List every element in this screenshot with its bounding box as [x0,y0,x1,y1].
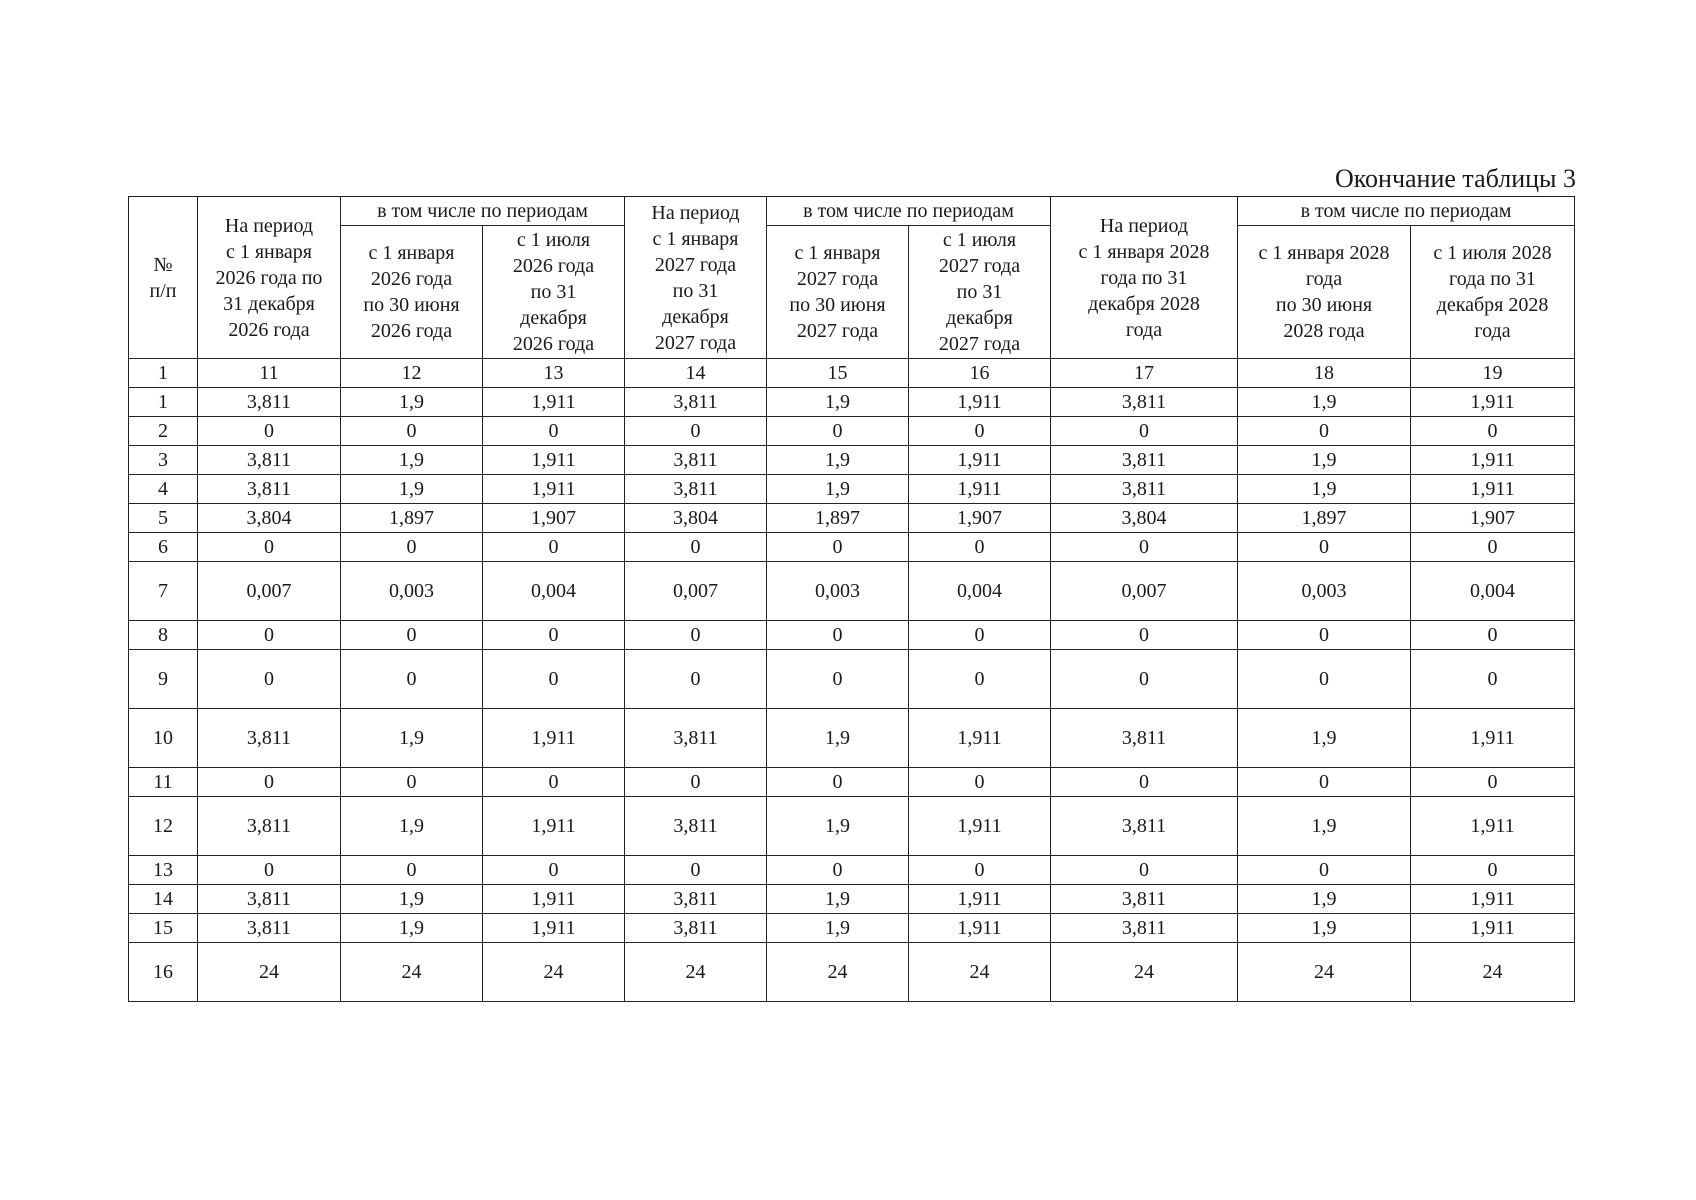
column-number: 19 [1411,359,1575,388]
table-cell: 24 [1051,943,1238,1002]
column-number: 16 [909,359,1051,388]
table-cell: 1,911 [483,475,625,504]
table-cell: 3,811 [625,388,767,417]
table-cell: 0 [483,650,625,709]
header-h1-2028: с 1 января 2028 года по 30 июня 2028 года [1238,226,1411,359]
table-cell: 1,9 [1238,388,1411,417]
table-cell: 1,911 [909,475,1051,504]
table-cell: 1,897 [767,504,909,533]
table-cell: 3,811 [198,475,341,504]
table-cell: 1,9 [341,914,483,943]
table-body [129,388,1575,1002]
table-cell: 0 [1051,768,1238,797]
row-number-cell: 5 [129,504,198,533]
table-cell: 3,811 [198,388,341,417]
table-cell: 1,911 [1411,388,1575,417]
table-cell: 0 [1051,417,1238,446]
column-number: 13 [483,359,625,388]
table-row [129,797,1575,856]
table-row [129,885,1575,914]
table-cell: 3,811 [198,446,341,475]
table-cell: 1,9 [341,885,483,914]
header-group-2026: в том числе по периодам [341,197,625,226]
header-h2-2027: с 1 июля 2027 года по 31 декабря 2027 года [909,226,1051,359]
table-cell: 1,897 [341,504,483,533]
table-cell: 0 [198,768,341,797]
row-number-cell: 1 [129,388,198,417]
table-cell: 1,911 [909,797,1051,856]
row-number-cell: 7 [129,562,198,621]
table-cell: 1,9 [767,914,909,943]
table-cell: 3,811 [198,709,341,768]
table-row [129,650,1575,709]
row-number-cell: 2 [129,417,198,446]
table-row [129,388,1575,417]
table-cell: 0 [483,533,625,562]
table-cell: 3,804 [625,504,767,533]
column-number: 17 [1051,359,1238,388]
table-row [129,504,1575,533]
header-group-2028: в том числе по периодам [1238,197,1575,226]
table-cell: 0 [341,650,483,709]
table-cell: 1,9 [341,797,483,856]
table-cell: 0 [1051,856,1238,885]
table-cell: 0 [625,533,767,562]
header-period-2027: На период с 1 января 2027 года по 31 декабря 2027 года [625,197,767,359]
row-number-cell: 6 [129,533,198,562]
table-cell: 0 [767,856,909,885]
table-cell: 1,9 [767,709,909,768]
table-cell: 0 [909,621,1051,650]
row-number-cell: 14 [129,885,198,914]
table-cell: 1,911 [909,388,1051,417]
table-cell: 0 [909,650,1051,709]
table-row [129,914,1575,943]
table-cell: 3,811 [1051,446,1238,475]
table-cell: 0,003 [1238,562,1411,621]
table-cell: 3,811 [1051,475,1238,504]
table-cell: 0 [198,417,341,446]
table-cell: 0 [341,856,483,885]
table-cell: 0 [1411,768,1575,797]
table-cell: 1,911 [483,885,625,914]
table-row [129,709,1575,768]
table-cell: 0 [767,768,909,797]
table-cell: 1,911 [1411,914,1575,943]
table-row [129,417,1575,446]
table-cell: 0,007 [1051,562,1238,621]
table-cell: 0 [909,417,1051,446]
table-cell: 3,811 [625,475,767,504]
column-number: 18 [1238,359,1411,388]
row-number-cell: 4 [129,475,198,504]
table-cell: 1,911 [483,388,625,417]
header-period-2026: На период с 1 января 2026 года по 31 декабря 2026 года [198,197,341,359]
table-cell: 1,911 [909,885,1051,914]
table-cell: 1,911 [483,914,625,943]
row-number-cell: 12 [129,797,198,856]
table-cell: 1,911 [1411,885,1575,914]
table-cell: 1,9 [767,885,909,914]
table-cell: 0 [198,533,341,562]
header-period-2028: На период с 1 января 2028 года по 31 декабря 2028 года [1051,197,1238,359]
table-cell: 0 [1051,533,1238,562]
table-cell: 0 [1238,768,1411,797]
table-cell: 24 [341,943,483,1002]
table-cell: 0,003 [341,562,483,621]
table-cell: 0 [1238,650,1411,709]
table-cell: 1,9 [341,446,483,475]
header-h1-2027: с 1 января 2027 года по 30 июня 2027 года [767,226,909,359]
table-cell: 0 [1411,533,1575,562]
table-cell: 1,9 [341,475,483,504]
table-cell: 1,911 [483,797,625,856]
table-cell: 0,004 [909,562,1051,621]
column-number: 12 [341,359,483,388]
table-cell: 1,911 [483,709,625,768]
row-number-cell: 13 [129,856,198,885]
table-cell: 0 [341,533,483,562]
table-row [129,446,1575,475]
table-cell: 3,811 [198,914,341,943]
table-cell: 1,9 [1238,475,1411,504]
table-cell: 1,911 [909,914,1051,943]
table-cell: 0 [767,533,909,562]
table-cell: 0,007 [625,562,767,621]
table-cell: 0 [1051,650,1238,709]
table-cell: 1,911 [1411,709,1575,768]
table-cell: 0 [1411,650,1575,709]
row-number-cell: 10 [129,709,198,768]
table-caption: Окончание таблицы 3 [1334,164,1576,193]
table-cell: 0 [625,621,767,650]
table-row [129,621,1575,650]
table-header [129,197,1575,388]
table-cell: 1,9 [767,797,909,856]
table-cell: 1,911 [909,446,1051,475]
table-row [129,533,1575,562]
table-cell: 3,811 [198,797,341,856]
table-cell: 0 [483,417,625,446]
table-cell: 1,911 [1411,797,1575,856]
table-cell: 0 [483,856,625,885]
table-cell: 3,804 [198,504,341,533]
table-cell: 1,9 [341,709,483,768]
table-cell: 0 [483,768,625,797]
table-cell: 3,804 [1051,504,1238,533]
table-cell: 0 [341,621,483,650]
table-cell: 0 [1238,533,1411,562]
table-cell: 1,907 [909,504,1051,533]
column-number: 15 [767,359,909,388]
table-cell: 3,811 [625,797,767,856]
table-cell: 1,911 [1411,446,1575,475]
table-cell: 0 [909,533,1051,562]
table-cell: 1,9 [767,475,909,504]
table-cell: 0 [1411,417,1575,446]
table-cell: 1,9 [767,446,909,475]
header-h2-2026: с 1 июля 2026 года по 31 декабря 2026 года [483,226,625,359]
table-cell: 0 [909,856,1051,885]
table-cell: 3,811 [1051,885,1238,914]
table-cell: 1,911 [483,446,625,475]
header-num: № п/п [129,197,198,359]
table-cell: 3,811 [625,709,767,768]
table-cell: 3,811 [625,885,767,914]
table-cell: 1,9 [1238,914,1411,943]
table-cell: 0 [767,621,909,650]
table-cell: 24 [198,943,341,1002]
table-cell: 0 [767,650,909,709]
table-cell: 0 [909,768,1051,797]
table-cell: 0 [1411,856,1575,885]
table-cell: 24 [1411,943,1575,1002]
row-number-cell: 8 [129,621,198,650]
table-cell: 1,907 [483,504,625,533]
table-cell: 24 [483,943,625,1002]
table-row [129,768,1575,797]
table-cell: 3,811 [625,914,767,943]
table-cell: 3,811 [1051,797,1238,856]
table-cell: 0 [198,856,341,885]
table-cell: 0 [625,650,767,709]
table-cell: 0 [341,417,483,446]
table-cell: 0,004 [483,562,625,621]
data-table [128,196,1575,1002]
table-cell: 1,911 [1411,475,1575,504]
table-cell: 3,811 [1051,914,1238,943]
row-number-cell: 11 [129,768,198,797]
column-number: 14 [625,359,767,388]
table-cell: 0 [1238,856,1411,885]
table-cell: 24 [625,943,767,1002]
table-cell: 3,811 [198,885,341,914]
table-cell: 3,811 [625,446,767,475]
column-number-row [129,359,1575,388]
table-cell: 1,911 [909,709,1051,768]
header-h2-2028: с 1 июля 2028 года по 31 декабря 2028 года [1411,226,1575,359]
table-row [129,856,1575,885]
header-h1-2026: с 1 января 2026 года по 30 июня 2026 года [341,226,483,359]
header-group-2027: в том числе по периодам [767,197,1051,226]
table-cell: 1,897 [1238,504,1411,533]
row-number-cell: 16 [129,943,198,1002]
table-cell: 1,9 [1238,797,1411,856]
table-cell: 0 [767,417,909,446]
row-number-cell: 3 [129,446,198,475]
row-number-cell: 15 [129,914,198,943]
table-row [129,475,1575,504]
table-cell: 0 [625,856,767,885]
table-cell: 0 [341,768,483,797]
table-cell: 1,907 [1411,504,1575,533]
row-number-cell: 9 [129,650,198,709]
table-cell: 0 [625,417,767,446]
column-number: 1 [129,359,198,388]
table-cell: 0 [625,768,767,797]
table-cell: 1,9 [1238,709,1411,768]
table-cell: 3,811 [1051,709,1238,768]
table-row [129,562,1575,621]
table-row [129,943,1575,1002]
table-cell: 0 [1411,621,1575,650]
table-cell: 0 [1238,621,1411,650]
table-cell: 0,004 [1411,562,1575,621]
table-cell: 0 [198,650,341,709]
table-cell: 24 [767,943,909,1002]
table-cell: 1,9 [1238,885,1411,914]
table-cell: 0,003 [767,562,909,621]
column-number: 11 [198,359,341,388]
table-cell: 1,9 [341,388,483,417]
table-cell: 0,007 [198,562,341,621]
table-cell: 0 [1238,417,1411,446]
table-cell: 0 [198,621,341,650]
table-cell: 1,9 [767,388,909,417]
table-cell: 24 [909,943,1051,1002]
table-cell: 24 [1238,943,1411,1002]
table-cell: 1,9 [1238,446,1411,475]
table-cell: 0 [483,621,625,650]
table-cell: 3,811 [1051,388,1238,417]
table-cell: 0 [1051,621,1238,650]
